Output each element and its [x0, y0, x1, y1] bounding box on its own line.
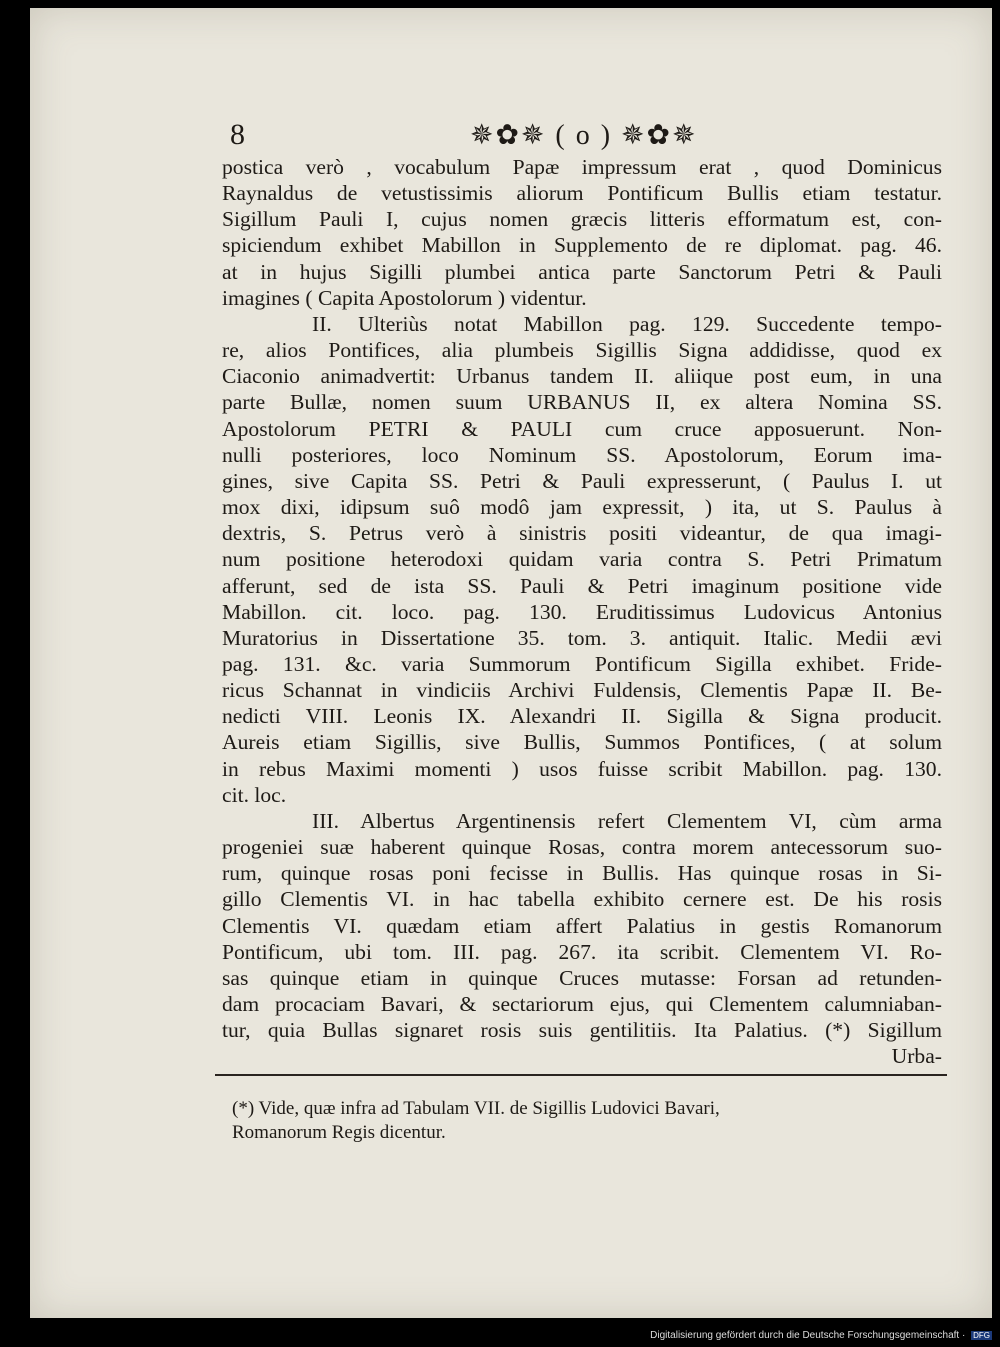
text-line: re, alios Pontifices, alia plumbeis Sigillis Signa addidisse, quod ex: [222, 338, 942, 363]
text-line: spiciendum exhibet Mabillon in Supplemento de re diplomat. pag. 46.: [222, 233, 942, 258]
dfg-logo: DFG: [973, 1331, 990, 1340]
text-line: imagines ( Capita Apostolorum ) videntur.: [222, 285, 587, 310]
page-number: 8: [230, 118, 245, 151]
footnote-line: (*) Vide, quæ infra ad Tabulam VII. de Sigillis Ludovici Bavari,: [232, 1098, 720, 1119]
text-line: cit. loc.: [222, 782, 287, 807]
text-line: Ciaconio animadvertit: Urbanus tandem II. aliique post eum, in una: [222, 364, 942, 389]
text-line: nulli posteriores, loco Nominum SS. Apostolorum, Eorum ima-: [222, 442, 942, 467]
text-line: num positione heterodoxi quidam varia contra S. Petri Primatum: [222, 547, 942, 572]
text-line: Pontificum, ubi tom. III. pag. 267. ita scribit. Clementem VI. Ro-: [222, 939, 942, 964]
text-line: gillo Clementis VI. in hac tabella exhibito cernere est. De his rosis: [222, 887, 942, 912]
text-line: parte Bullæ, nomen suum URBANUS II, ex altera Nomina SS.: [222, 390, 942, 415]
text-line: Raynaldus de vetustissimis aliorum Pontificum Bullis etiam testatur.: [222, 181, 942, 206]
text-line: Muratorius in Dissertatione 35. tom. 3. antiquit. Italic. Medii ævi: [222, 625, 942, 650]
text-line: gines, sive Capita SS. Petri & Pauli expresserunt, ( Paulus I. ut: [222, 468, 942, 493]
text-line: in rebus Maximi momenti ) usos fuisse scribit Mabillon. pag. 130.: [222, 756, 942, 781]
text-line: Mabillon. cit. loco. pag. 130. Eruditissimus Ludovicus Antonius: [222, 599, 942, 624]
text-line: at in hujus Sigilli plumbei antica parte Sanctorum Petri & Pauli: [222, 259, 942, 284]
text-line: sas quinque etiam in quinque Cruces mutasse: Forsan ad retunden-: [222, 965, 942, 990]
footnote-rule: [215, 1074, 947, 1076]
text-line: dextris, S. Petrus verò à sinistris positi videantur, de qua imagi-: [222, 521, 942, 546]
text-line: afferunt, sed de ista SS. Pauli & Petri imaginum positione vide: [222, 573, 942, 598]
footnote-line: Romanorum Regis dicentur.: [232, 1122, 446, 1143]
text-line: Sigillum Pauli I, cujus nomen græcis litteris efformatum est, con-: [222, 207, 942, 232]
text-line: postica verò , vocabulum Papæ impressum erat , quod Dominicus: [222, 155, 942, 179]
text-line: II. Ulteriùs notat Mabillon pag. 129. Succedente tempo-: [312, 311, 942, 336]
text-line: nedicti VIII. Leonis IX. Alexandri II. Sigilla & Signa producit.: [222, 704, 942, 729]
text-line: rum, quinque rosas poni fecisse in Bullis. Has quinque rosas in Si-: [222, 861, 942, 886]
text-line: pag. 131. &c. varia Summorum Pontificum Sigilla exhibet. Fride-: [222, 651, 942, 676]
text-line: Aureis etiam Sigillis, sive Bullis, Summos Pontifices, ( at solum: [222, 730, 942, 755]
catchword: Urba-: [891, 1044, 942, 1069]
text-line: Apostolorum PETRI & PAULI cum cruce apposuerunt. Non-: [222, 416, 942, 441]
header-ornament: ✵✿✵ ( o ) ✵✿✵: [470, 120, 698, 151]
page-header: [230, 118, 710, 158]
text-line: tur, quia Bullas signaret rosis suis gentilitiis. Ita Palatius. (*) Sigillum: [222, 1018, 942, 1043]
text-line: progeniei suæ haberent quinque Rosas, contra morem antecessorum suo-: [222, 835, 942, 860]
footnote: [232, 1097, 942, 1145]
text-line: mox dixi, idipsum suô modô jam expressit, ) ita, ut S. Paulus à: [222, 495, 942, 520]
text-line: dam procaciam Bavari, & sectariorum ejus, qui Clementem calumniaban-: [222, 992, 942, 1016]
credit-text: Digitalisierung gefördert durch die Deutsche Forschungsgemeinschaft ·: [650, 1330, 966, 1341]
digitization-credit: [650, 1330, 992, 1341]
body-text: [222, 154, 942, 1069]
text-line: ricus Schannat in vindiciis Archivi Fuldensis, Clementis Papæ II. Be-: [222, 678, 942, 703]
text-line: Clementis VI. quædam etiam affert Palatius in gestis Romanorum: [222, 913, 942, 938]
text-line: III. Albertus Argentinensis refert Clementem VI, cùm arma: [312, 808, 942, 833]
